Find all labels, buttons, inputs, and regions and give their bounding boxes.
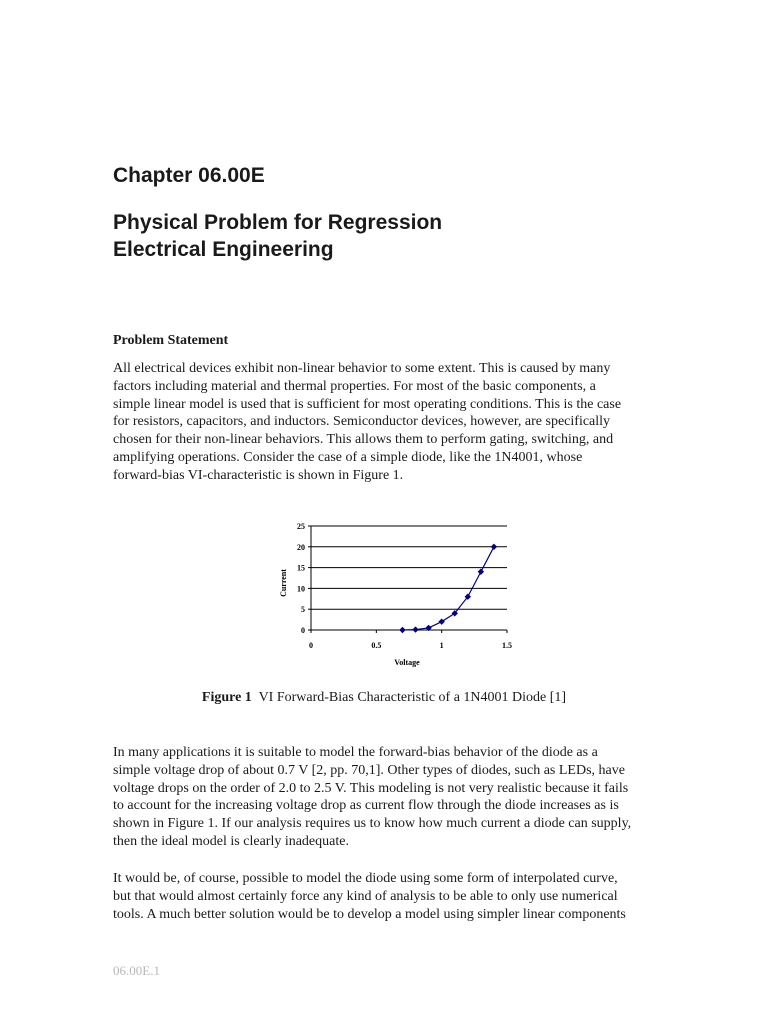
text-line: factors including material and thermal properties. For most of the basic components, a: [113, 378, 596, 394]
text-line: All electrical devices exhibit non-linear behavior to some extent. This is caused by many: [113, 361, 611, 376]
figure-caption-text: VI Forward-Bias Characteristic of a 1N4001 Diode [1]: [258, 690, 567, 705]
y-tick-label: 10: [297, 584, 305, 594]
x-tick-label: 1.5: [502, 641, 512, 650]
section-heading: Problem Statement: [113, 333, 229, 348]
y-tick-label: 15: [297, 563, 305, 573]
y-tick-label: 25: [297, 522, 305, 531]
data-point-marker: [438, 618, 444, 624]
paragraph-intro: [113, 360, 683, 485]
x-tick-label: 1: [439, 641, 444, 650]
text-line: In many applications it is suitable to model the forward-bias behavior of the diode as a: [113, 745, 598, 760]
x-axis-title: Voltage: [394, 658, 420, 667]
y-tick-label: 20: [297, 542, 305, 552]
text-line: tools. A much better solution would be to develop a model using simpler linear components: [113, 906, 626, 922]
text-line: to account for the increasing voltage drop as current flow through the diode increases as is: [113, 798, 619, 814]
figure-chart: [270, 518, 520, 674]
x-tick-label: 0: [309, 641, 313, 650]
y-axis-title: Current: [279, 569, 288, 597]
paragraph-solution: [113, 870, 683, 923]
text-line: forward-bias VI-characteristic is shown in Figure 1.: [113, 467, 404, 483]
figure-caption: [0, 690, 768, 706]
data-point-marker: [399, 627, 405, 633]
data-point-marker: [412, 626, 418, 632]
text-line: shown in Figure 1. If our analysis requires us to know how much current a diode can supply,: [113, 816, 632, 832]
text-line: then the ideal model is clearly inadequate.: [113, 833, 349, 849]
text-line: but that would almost certainly force any kind of analysis to be able to only use numerical: [113, 888, 618, 904]
data-point-marker: [478, 569, 484, 575]
y-tick-label: 0: [301, 626, 305, 635]
text-line: It would be, of course, possible to model the diode using some form of interpolated curve,: [113, 871, 618, 886]
vi-chart: [270, 518, 520, 674]
figure-label: Figure 1: [201, 690, 252, 705]
text-line: simple voltage drop of about 0.7 V [2, pp. 70,1]. Other types of diodes, such as LEDs, have: [113, 762, 625, 778]
chapter-title: Chapter 06.00E: [113, 164, 265, 187]
data-point-marker: [491, 544, 497, 550]
x-tick-label: 0.5: [371, 641, 382, 650]
paragraph-model: [113, 744, 683, 851]
text-line: simple linear model is used that is sufficient for most operating conditions. This is the case: [113, 396, 622, 412]
title-line: Physical Problem for Regression: [113, 211, 443, 234]
title-line: Electrical Engineering: [113, 238, 334, 261]
text-line: voltage drops on the order of 2.0 to 2.5 V. This modeling is not very realistic because it fails: [113, 780, 629, 796]
document-title: [113, 209, 442, 263]
text-line: for resistors, capacitors, and inductors. Semiconductor devices, however, are specifically: [113, 414, 611, 430]
page-number: 06.00E.1: [113, 963, 160, 978]
text-line: chosen for their non-linear behaviors. This allows them to perform gating, switching, and: [113, 432, 614, 448]
text-line: amplifying operations. Consider the case of a simple diode, like the 1N4001, whose: [113, 449, 583, 465]
y-tick-label: 5: [301, 605, 305, 615]
